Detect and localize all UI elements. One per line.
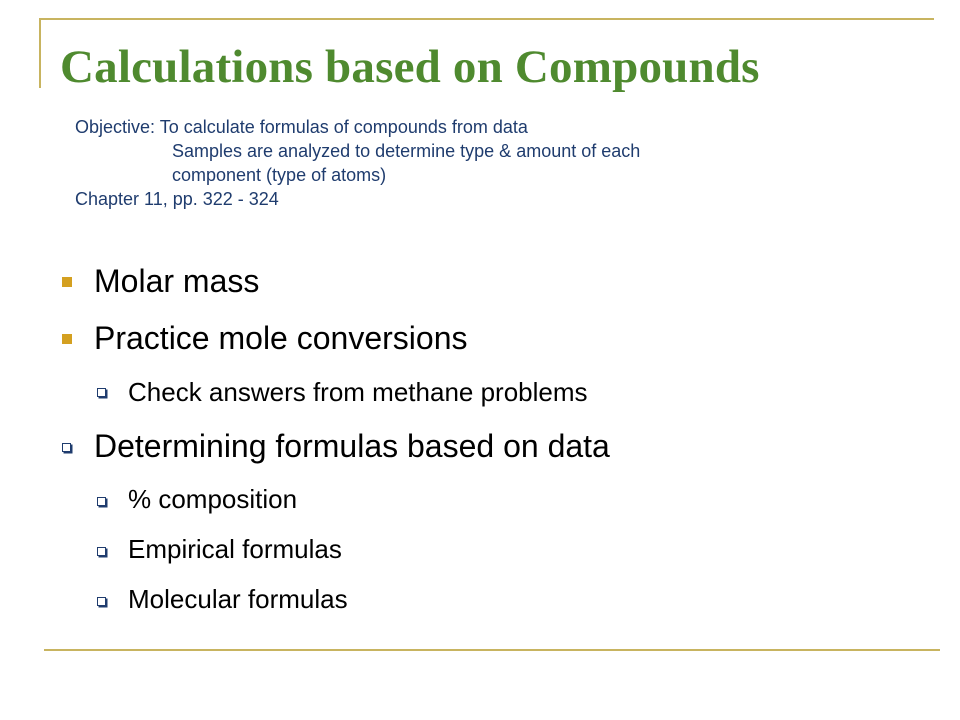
objective-line-1: Objective: To calculate formulas of compounds from data (75, 117, 528, 137)
filled-square-bullet-icon (62, 277, 72, 287)
filled-square-bullet-icon (62, 334, 72, 344)
bullet-item: Determining formulas based on data (94, 428, 610, 464)
sub-bullet-item: Molecular formulas (128, 584, 348, 614)
hollow-square-bullet-icon (97, 388, 106, 397)
objective-line-3: component (type of atoms) (172, 165, 387, 185)
sub-bullet-item: Check answers from methane problems (128, 377, 588, 407)
hollow-square-bullet-icon (62, 443, 71, 452)
sub-bullet-item: % composition (128, 484, 298, 514)
slide-title: Calculations based on Compounds (60, 41, 760, 93)
bullet-item: Molar mass (94, 263, 260, 299)
bullet-item: Practice mole conversions (94, 320, 468, 356)
objective-line-2: Samples are analyzed to determine type & amount of each (172, 141, 641, 161)
bottom-rule (44, 649, 940, 651)
sub-bullet-item: Empirical formulas (128, 534, 342, 564)
objective-line-4: Chapter 11, pp. 322 - 324 (75, 189, 279, 209)
hollow-square-bullet-icon (97, 497, 106, 506)
hollow-square-bullet-icon (97, 547, 106, 556)
hollow-square-bullet-icon (97, 597, 106, 606)
